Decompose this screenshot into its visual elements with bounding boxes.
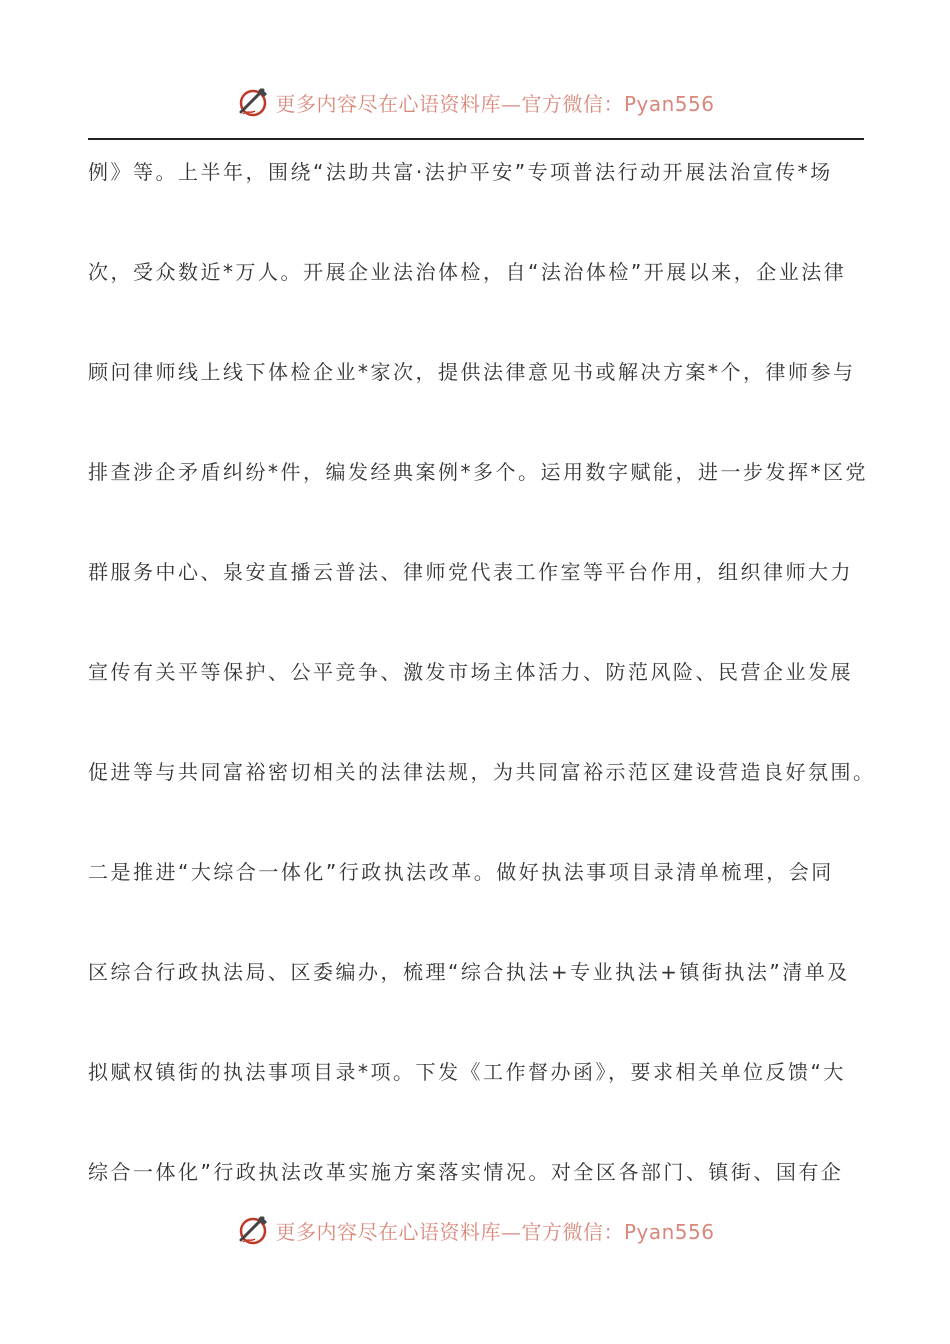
body-line: 拟赋权镇街的执法事项目录*项。下发《工作督办函》，要求相关单位反馈“大 <box>88 1060 846 1084</box>
body-line: 促进等与共同富裕密切相关的法律法规，为共同富裕示范区建设营造良好氛围。 <box>88 760 876 784</box>
body-line: 次，受众数近*万人。开展企业法治体检，自“法治体检”开展以来，企业法律 <box>88 260 847 284</box>
body-line: 二是推进“大综合一体化”行政执法改革。做好执法事项目录清单梳理，会同 <box>88 860 834 884</box>
header-banner <box>0 82 950 122</box>
body-line: 群服务中心、泉安直播云普法、律师党代表工作室等平台作用，组织律师大力 <box>88 560 853 584</box>
footer-banner <box>0 1210 950 1250</box>
footer-site-name: 更多内容尽在心语资料库— <box>275 1219 522 1244</box>
header-banner-text <box>275 88 714 117</box>
body-line: 排查涉企矛盾纠纷*件，编发经典案例*多个。运用数字赋能，进一步发挥*区党 <box>88 460 868 484</box>
body-line: 综合一体化”行政执法改革实施方案落实情况。对全区各部门、镇街、国有企 <box>88 1160 844 1184</box>
header-wechat: 官方微信：Pyan556 <box>521 91 715 116</box>
footer-wechat: 官方微信：Pyan556 <box>521 1219 715 1244</box>
pen-circle-logo-icon <box>235 1212 271 1248</box>
footer-banner-text <box>275 1216 714 1245</box>
body-line: 例》等。上半年，围绕“法助共富·法护平安”专项普法行动开展法治宣传*场 <box>88 160 833 184</box>
header-site-name: 更多内容尽在心语资料库— <box>275 91 522 116</box>
header-divider <box>88 138 864 140</box>
body-line: 顾问律师线上线下体检企业*家次，提供法律意见书或解决方案*个，律师参与 <box>88 360 856 384</box>
body-line: 区综合行政执法局、区委编办，梳理“综合执法+专业执法+镇街执法”清单及 <box>88 960 850 984</box>
document-body <box>88 150 888 1250</box>
body-line: 宣传有关平等保护、公平竞争、激发市场主体活力、防范风险、民营企业发展 <box>88 660 853 684</box>
pen-circle-logo-icon <box>235 84 271 120</box>
